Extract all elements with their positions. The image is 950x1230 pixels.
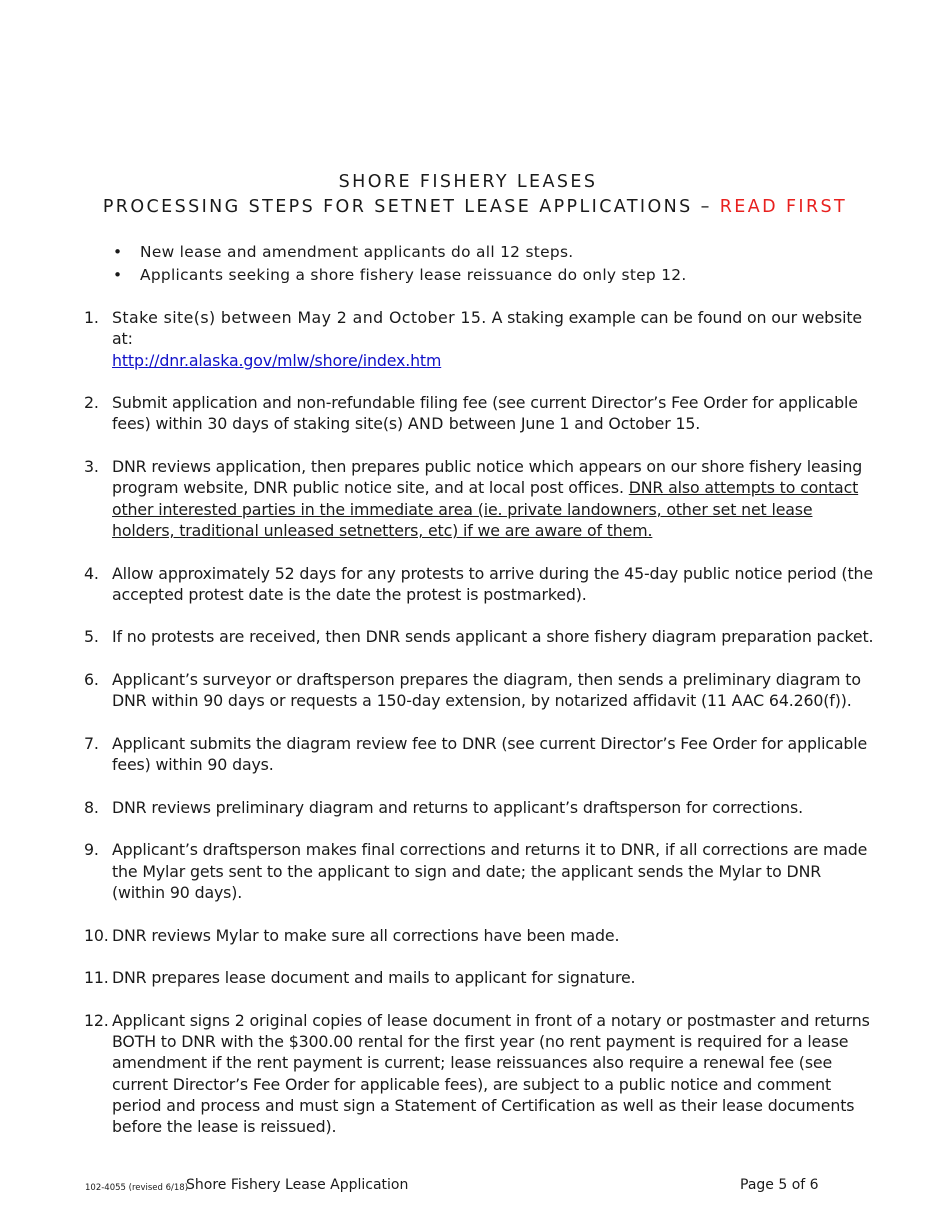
step-text: DNR reviews preliminary diagram and returns to applicant’s draftsperson for corrections. xyxy=(112,797,803,817)
step-number: 5. xyxy=(84,627,99,647)
step-text: Applicant signs 2 original copies of lease document in front of a notary or postmaster and returns BOTH to DNR with the $300.00 rental for the first year (no rent payment is required for a lease amendment if the rent payment is current; lease reissuances also require a renewal fee (see current Director’s Fee Order for applicable fees), are subject to a public notice and comment period and process and must sign a Statement of Certification as well as their lease documents before the lease is reissued). xyxy=(112,1010,870,1137)
step-7 xyxy=(84,733,874,776)
step-11 xyxy=(84,967,874,988)
step-8 xyxy=(84,797,874,818)
shore-website-link[interactable]: http://dnr.alaska.gov/mlw/shore/index.htm xyxy=(112,350,442,370)
step-9 xyxy=(84,839,874,903)
step-number: 11. xyxy=(84,968,109,988)
list-item xyxy=(113,241,687,264)
bullet-text: New lease and amendment applicants do all 12 steps. xyxy=(140,243,574,261)
step-text: DNR prepares lease document and mails to applicant for signature. xyxy=(112,968,636,988)
step-number: 3. xyxy=(84,457,99,477)
document-subtitle xyxy=(0,197,950,217)
step-text: Applicant’s draftsperson makes final corrections and returns it to DNR, if all corrections are made the Mylar gets sent to the applicant to sign and date; the applicant sends the Mylar to DNR (within 90 days). xyxy=(112,840,868,903)
read-first-label: READ FIRST xyxy=(719,197,848,217)
step-number: 9. xyxy=(84,840,99,860)
processing-steps-list xyxy=(84,307,874,1159)
step-number: 7. xyxy=(84,733,99,753)
step-5 xyxy=(84,626,874,647)
step-text: DNR reviews application, then prepares public notice which appears on our shore fishery leasing program website, DNR public notice site, and at local post offices. xyxy=(112,457,863,498)
step-1 xyxy=(84,307,874,371)
step-text: Allow approximately 52 days for any protests to arrive during the 45-day public notice period (the accepted protest date is the date the protest is postmarked). xyxy=(112,563,873,604)
document-title: SHORE FISHERY LEASES xyxy=(338,172,598,192)
step-emphasis: AND xyxy=(407,414,444,434)
step-3 xyxy=(84,456,874,541)
bullet-text: Applicants seeking a shore fishery lease reissuance do only step 12. xyxy=(140,266,687,284)
step-number: 12. xyxy=(84,1010,109,1030)
step-number: 10. xyxy=(84,925,109,945)
step-number: 1. xyxy=(84,308,99,327)
step-2 xyxy=(84,392,874,435)
step-text: between June 1 and October 15. xyxy=(443,414,701,434)
form-code: 102-4055 (revised 6/18) xyxy=(85,1183,189,1193)
step-4 xyxy=(84,563,874,606)
step-12 xyxy=(84,1010,874,1138)
bullet-icon: • xyxy=(113,266,123,284)
applicant-notes-list xyxy=(113,241,687,287)
subtitle-text: PROCESSING STEPS FOR SETNET LEASE APPLICATIONS – xyxy=(102,197,712,217)
step-text: A staking example can be found on our website at: xyxy=(112,308,862,349)
list-item xyxy=(113,264,687,287)
step-text: Applicant’s surveyor or draftsperson prepares the diagram, then sends a preliminary diagram to DNR within 90 days or requests a 150-day extension, by notarized affidavit (11 AAC 64.260(f)). xyxy=(112,670,861,711)
step-text: DNR reviews Mylar to make sure all corrections have been made. xyxy=(112,925,620,945)
step-text: Applicant submits the diagram review fee to DNR (see current Director’s Fee Order for applicable fees) within 90 days. xyxy=(112,733,868,775)
step-text: If no protests are received, then DNR sends applicant a shore fishery diagram preparation packet. xyxy=(112,627,874,647)
step-number: 4. xyxy=(84,563,99,583)
step-underlined-text: DNR also attempts to contact other interested parties in the immediate area (ie. private landowners, other set net lease holders, traditional unleased setnetters, etc) if we are aware of them. xyxy=(112,478,859,540)
step-number: 8. xyxy=(84,797,99,817)
bullet-icon: • xyxy=(113,243,123,261)
step-10 xyxy=(84,925,874,946)
step-text: Submit application and non-refundable filing fee (see current Director’s Fee Order for applicable fees) within 30 days of staking site(s) xyxy=(112,393,858,434)
step-number: 6. xyxy=(84,670,99,690)
page-number: Page 5 of 6 xyxy=(740,1177,819,1193)
form-title: Shore Fishery Lease Application xyxy=(186,1177,409,1193)
step-number: 2. xyxy=(84,393,99,413)
step-text: Stake site(s) between May 2 and October 15. xyxy=(112,308,487,327)
step-6 xyxy=(84,669,874,712)
